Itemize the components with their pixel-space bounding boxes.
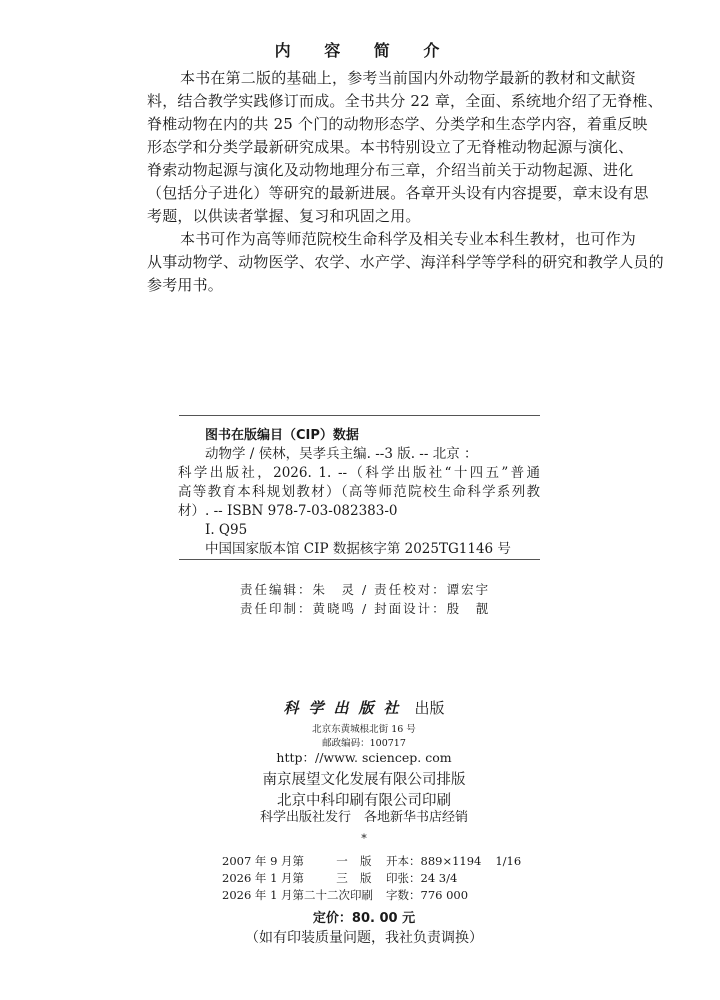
intro-line: 本书可作为高等师范院校生命科学及相关专业本科生教材，也可作为 (180, 230, 637, 248)
intro-line: 脊椎动物在内的共 25 个门的动物形态学、分类学和生态学内容，着重反映 (147, 115, 648, 133)
publisher-postcode: 邮政编码：100717 (322, 738, 406, 749)
publisher-suffix: 出版 (414, 699, 445, 717)
publisher-address: 北京东黄城根北街 16 号 (312, 724, 416, 735)
intro-line: 料，结合教学实践修订而成。全书共分 22 章，全面、系统地介绍了无脊椎、 (147, 92, 663, 110)
cip-line: 动物学 / 侯林，吴孝兵主编. --3 版. -- 北京 ： (205, 446, 478, 462)
cip-line: 材）. -- ISBN 978-7-03-082383-0 (178, 503, 398, 519)
price: 定价：80. 00 元 (312, 911, 416, 926)
edition-spec: 开本：889×1194 (386, 854, 482, 868)
edition-date: 2026 年 1 月第 (222, 871, 305, 885)
edition-date: 2026 年 1 月第二十二次印刷 (222, 888, 374, 902)
typesetter: 南京展望文化发展有限公司排版 (262, 772, 466, 788)
cip-line: 科学出版社，2026. 1. --（科学出版社“十四五”普通 (178, 465, 540, 481)
edition-date: 2007 年 9 月第 (222, 854, 305, 868)
separator: * (361, 832, 367, 845)
publisher-url: http：//www. sciencep. com (276, 750, 452, 765)
publisher-name: 科学出版社 (283, 699, 409, 717)
cip-line: 高等教育本科规划教材）（高等师范院校生命科学系列教 (178, 484, 540, 500)
intro-line: 本书在第二版的基础上，参考当前国内外动物学最新的教材和文献资 (180, 69, 637, 87)
credit-line-editor: 责任编辑：朱 灵 / 责任校对：谭宏宇 (240, 582, 491, 597)
intro-line: 脊索动物起源与演化及动物地理分布三章，介绍当前关于动物起源、进化 (147, 161, 634, 179)
cip-bottom-rule (179, 559, 540, 560)
edition-spec: 印张：24 3/4 (386, 871, 458, 885)
intro-line: 考题，以供读者掌握、复习和巩固之用。 (147, 207, 421, 225)
distribution: 科学出版社发行 各地新华书店经销 (259, 810, 468, 825)
quality-notice: （如有印装质量问题，我社负责调换） (245, 930, 483, 946)
edition-spec-extra: 1/16 (495, 854, 522, 868)
intro-line: （包括分子进化）等研究的最新进展。各章开头设有内容提要，章末设有思 (147, 184, 649, 202)
edition-ban: 版 (360, 854, 372, 868)
intro-line: 参考用书。 (147, 276, 224, 294)
cip-top-rule (179, 415, 540, 416)
edition-number: 一 (336, 854, 348, 868)
cip-line: 中国国家版本馆 CIP 数据核字第 2025TG1146 号 (205, 541, 511, 557)
page-title: 内 容 简 介 (274, 41, 454, 60)
cip-line: Ⅰ. Q95 (205, 522, 248, 538)
printer: 北京中科印刷有限公司印刷 (277, 793, 451, 809)
edition-spec: 字数：776 000 (386, 888, 469, 902)
intro-line: 形态学和分类学最新研究成果。本书特别设立了无脊椎动物起源与演化、 (147, 138, 634, 156)
edition-number: 三 (336, 871, 348, 885)
credit-line-print: 责任印制：黄晓鸣 / 封面设计：殷 靓 (240, 601, 491, 616)
intro-line: 从事动物学、动物医学、农学、水产学、海洋科学等学科的研究和教学人员的 (147, 253, 664, 271)
edition-ban: 版 (360, 871, 372, 885)
cip-title: 图书在版编目（CIP）数据 (205, 428, 359, 443)
